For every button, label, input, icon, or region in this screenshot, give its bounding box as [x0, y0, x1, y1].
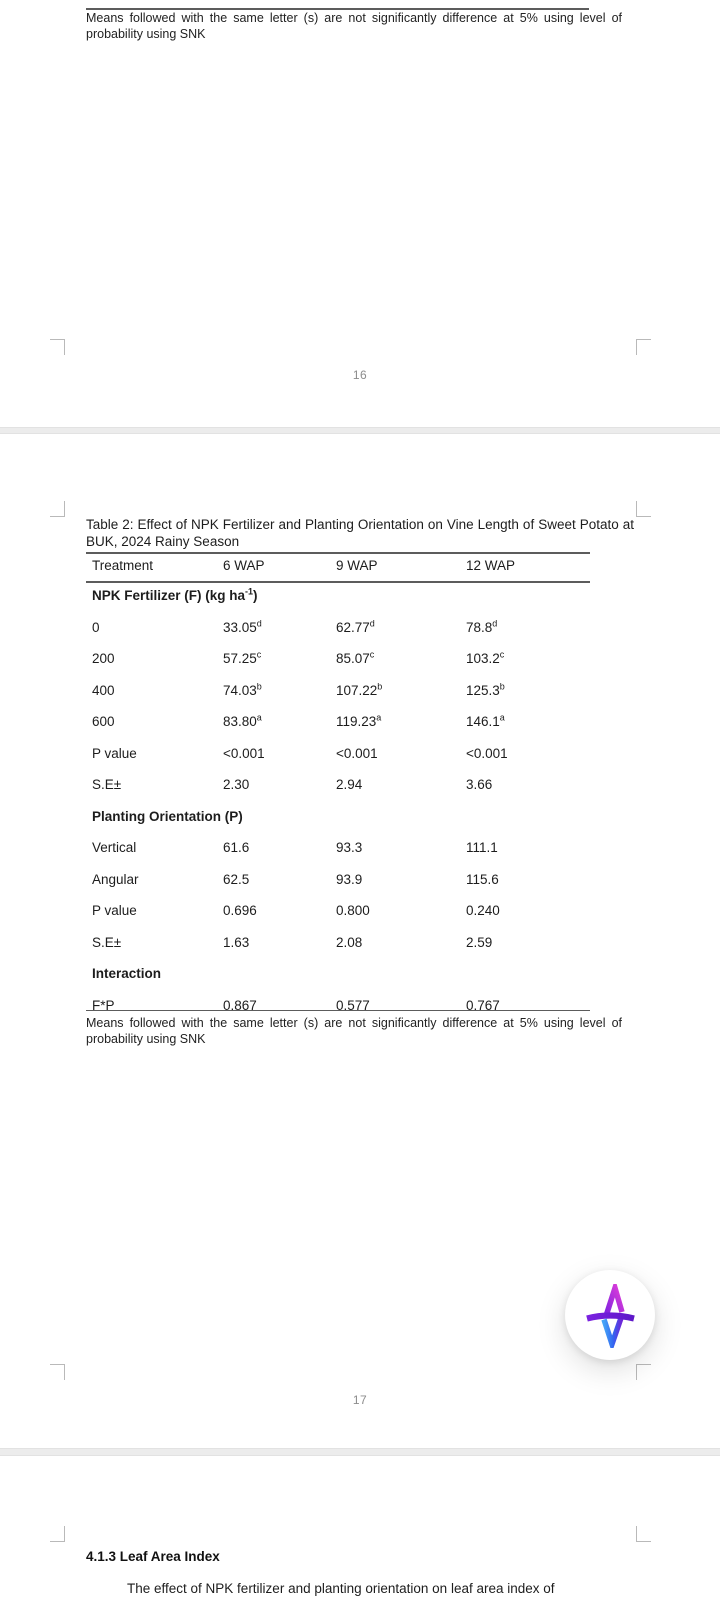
row-value: 57.25$^c$ [223, 649, 262, 666]
row-label: 400 [92, 682, 115, 698]
row-value: 2.59 [466, 934, 493, 950]
table-data-row [86, 617, 590, 649]
table-data-row [86, 995, 590, 1011]
column-header: Treatment [92, 558, 154, 573]
row-value: 1.63 [223, 934, 250, 950]
table-top-rule [86, 552, 590, 554]
row-value: 62.77$^d$ [336, 618, 375, 635]
row-label: 600 [92, 714, 115, 729]
table-section-row [86, 585, 590, 617]
table-data-row [86, 900, 590, 932]
table-footnote-page16: Means followed with the same letter (s) are not significantly difference at 5% using level of probability using SNK [86, 11, 622, 41]
page-gap [0, 1448, 720, 1456]
row-label: S.E± [92, 777, 122, 792]
row-value: 119.23$^a$ [336, 712, 382, 729]
row-value: 0.696 [223, 903, 257, 918]
table-section-row [86, 806, 590, 838]
table-data-row [86, 837, 590, 869]
row-value: 103.2$^c$ [466, 649, 505, 666]
page-number: 16 [352, 368, 368, 382]
row-value: 0.240 [466, 903, 500, 918]
row-label: NPK Fertilizer (F) (kg $ha^{-1}$) [92, 586, 258, 603]
text-boundary-corner [636, 1364, 651, 1380]
text-boundary-corner [636, 339, 651, 355]
row-value: 85.07$^c$ [336, 649, 375, 666]
row-value: 0.577 [336, 997, 370, 1013]
row-value: 115.6 [466, 871, 499, 887]
row-value: <0.001 [336, 745, 378, 761]
row-label: Vertical [92, 840, 137, 855]
row-value: 3.66 [466, 777, 493, 792]
page-gap [0, 427, 720, 434]
table-data-row [86, 774, 590, 806]
table-section-row [86, 963, 590, 995]
text-boundary-corner [50, 1364, 65, 1380]
row-value: 74.03$^b$ [223, 681, 262, 698]
row-value: <0.001 [466, 745, 508, 761]
table-data-row [86, 932, 590, 964]
row-value: <0.001 [223, 745, 265, 761]
table-data-row [86, 743, 590, 775]
row-label: 200 [92, 651, 115, 666]
row-label: F*P [92, 997, 115, 1013]
row-value: 93.9 [336, 871, 363, 887]
row-label: P value [92, 745, 137, 761]
sparkle-icon [586, 1284, 636, 1348]
row-value: 111.1 [466, 840, 498, 855]
row-value: 146.1$^a$ [466, 712, 505, 729]
row-value: 2.08 [336, 934, 363, 950]
body-paragraph: The effect of NPK fertilizer and planting orientation on leaf area index of [127, 1581, 555, 1596]
table-data-row [86, 869, 590, 901]
table-body [86, 585, 590, 1011]
section-heading: 4.1.3 Leaf Area Index [86, 1549, 220, 1564]
column-header: 6 WAP [223, 558, 265, 573]
row-label: Interaction [92, 966, 162, 981]
ai-assistant-fab[interactable] [565, 1270, 655, 1360]
text-boundary-corner [50, 501, 65, 517]
row-value: 83.80$^a$ [223, 712, 262, 729]
table-data-row [86, 648, 590, 680]
row-value: 62.5 [223, 871, 250, 887]
table-caption: Table 2: Effect of NPK Fertilizer and Planting Orientation on Vine Length of Sweet Potato at BUK, 2024 Rainy Season [86, 517, 634, 549]
row-label: 0 [92, 619, 100, 635]
table-header-row [86, 558, 590, 573]
row-value: 0.767 [466, 997, 500, 1013]
row-value: 2.30 [223, 777, 250, 792]
row-value: 107.22$^b$ [336, 681, 383, 698]
text-boundary-corner [50, 1526, 65, 1542]
text-boundary-corner [636, 1526, 651, 1542]
row-label: Angular [92, 871, 139, 887]
row-label: S.E± [92, 934, 122, 950]
row-value: 0.800 [336, 903, 370, 918]
row-value: 2.94 [336, 777, 363, 792]
row-value: 0.867 [223, 997, 257, 1013]
row-value: 33.05$^d$ [223, 618, 262, 635]
table-data-row [86, 680, 590, 712]
page-number: 17 [352, 1393, 368, 1407]
text-boundary-corner [50, 339, 65, 355]
row-label: Planting Orientation (P) [92, 808, 243, 824]
table-footnote-page17: Means followed with the same letter (s) are not significantly difference at 5% using level of probability using SNK [86, 1016, 622, 1046]
row-value: 125.3$^b$ [466, 681, 505, 698]
column-header: 12 WAP [466, 558, 516, 573]
column-header: 9 WAP [336, 558, 378, 573]
row-value: 93.3 [336, 840, 363, 855]
table-header-rule [86, 581, 590, 583]
row-value: 61.6 [223, 840, 250, 855]
text-boundary-corner [636, 501, 651, 517]
row-value: 78.8$^d$ [466, 618, 498, 635]
table-data-row [86, 711, 590, 743]
row-label: P value [92, 903, 137, 918]
